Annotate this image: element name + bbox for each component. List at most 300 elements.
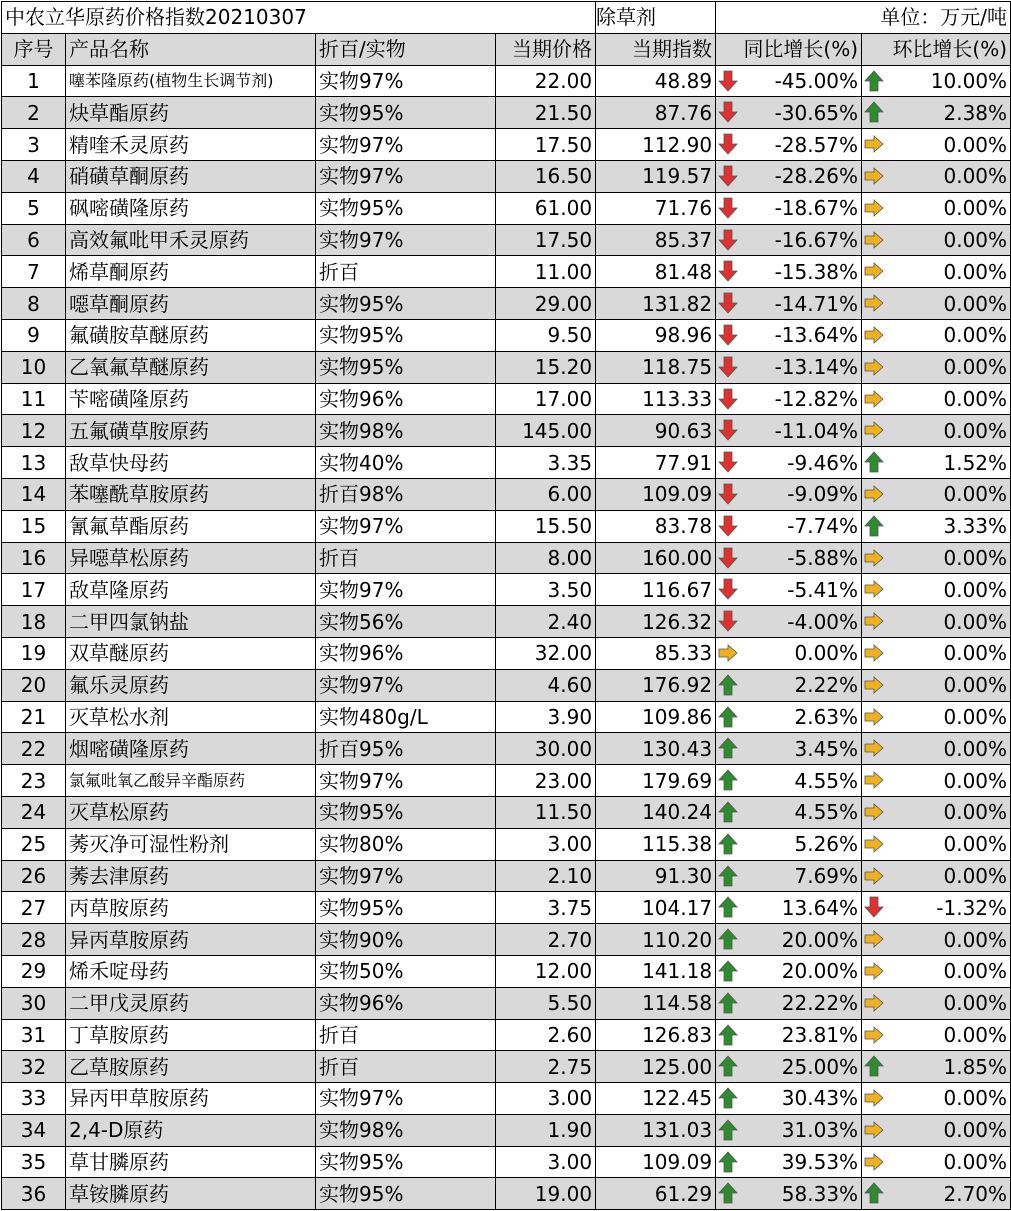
row-price: 17.00	[496, 383, 596, 415]
row-yoy-value: -4.00%	[787, 609, 859, 634]
row-mom-value: 0.00%	[943, 991, 1008, 1016]
row-no: 31	[2, 1019, 66, 1051]
row-yoy	[716, 1178, 862, 1210]
row-spec: 折百	[316, 1019, 496, 1051]
row-index: 90.63	[596, 415, 716, 447]
row-index: 115.38	[596, 828, 716, 860]
row-yoy-value: 31.03%	[781, 1118, 859, 1143]
row-yoy	[716, 351, 862, 383]
row-product-name: 砜嘧磺隆原药	[66, 192, 316, 224]
row-price: 5.50	[496, 987, 596, 1019]
row-mom	[862, 860, 1011, 892]
row-mom-value: 0.00%	[943, 418, 1008, 443]
table-row	[2, 606, 1011, 638]
row-index: 110.20	[596, 924, 716, 956]
row-spec: 实物96%	[316, 637, 496, 669]
row-product-name: 烟嘧磺隆原药	[66, 733, 316, 765]
row-spec: 实物95%	[316, 288, 496, 320]
row-mom-value: 0.00%	[943, 863, 1008, 888]
row-yoy-value: -13.14%	[774, 355, 859, 380]
row-no: 26	[2, 860, 66, 892]
row-spec: 实物97%	[316, 1083, 496, 1115]
row-yoy	[716, 383, 862, 415]
row-yoy-value: 3.45%	[794, 736, 859, 761]
row-yoy-value: 25.00%	[781, 1054, 859, 1079]
row-mom-value: 0.00%	[943, 323, 1008, 348]
row-mom-value: 0.00%	[943, 196, 1008, 221]
header-row	[2, 33, 1011, 65]
row-product-name: 烯草酮原药	[66, 256, 316, 288]
table-row	[2, 319, 1011, 351]
row-mom-value: 0.00%	[943, 577, 1008, 602]
row-mom-value: 0.00%	[943, 927, 1008, 952]
row-index: 77.91	[596, 447, 716, 479]
row-price: 19.00	[496, 1178, 596, 1210]
table-row	[2, 160, 1011, 192]
row-yoy	[716, 733, 862, 765]
row-product-name: 敌草隆原药	[66, 574, 316, 606]
row-price: 3.35	[496, 447, 596, 479]
row-mom-value: 0.00%	[943, 259, 1008, 284]
row-yoy-value: -9.46%	[787, 450, 859, 475]
row-yoy-value: -28.57%	[774, 132, 859, 157]
row-yoy	[716, 637, 862, 669]
row-spec: 实物97%	[316, 160, 496, 192]
table-row	[2, 478, 1011, 510]
row-spec: 实物97%	[316, 765, 496, 797]
row-price: 32.00	[496, 637, 596, 669]
row-no: 33	[2, 1083, 66, 1115]
row-mom	[862, 415, 1011, 447]
row-spec: 实物95%	[316, 1178, 496, 1210]
table-row	[2, 733, 1011, 765]
row-index: 126.83	[596, 1019, 716, 1051]
row-mom-value: 0.00%	[943, 1118, 1008, 1143]
table-row	[2, 955, 1011, 987]
row-product-name: 噻苯隆原药(植物生长调节剂)	[66, 65, 316, 97]
table-row	[2, 1051, 1011, 1083]
row-mom-value: 0.00%	[943, 164, 1008, 189]
row-mom-value: 0.00%	[943, 832, 1008, 857]
row-no: 10	[2, 351, 66, 383]
row-price: 3.00	[496, 1146, 596, 1178]
row-yoy	[716, 1083, 862, 1115]
row-spec: 实物480g/L	[316, 701, 496, 733]
row-mom-value: 0.00%	[943, 736, 1008, 761]
row-mom	[862, 256, 1011, 288]
row-product-name: 噁草酮原药	[66, 288, 316, 320]
header-no: 序号	[2, 33, 66, 65]
row-mom	[862, 924, 1011, 956]
row-mom	[862, 1083, 1011, 1115]
row-mom-value: 0.00%	[943, 673, 1008, 698]
row-spec: 实物97%	[316, 224, 496, 256]
row-index: 179.69	[596, 765, 716, 797]
row-product-name: 灭草松原药	[66, 796, 316, 828]
row-price: 3.90	[496, 701, 596, 733]
row-price: 15.20	[496, 351, 596, 383]
row-no: 14	[2, 478, 66, 510]
row-yoy-value: 2.22%	[794, 673, 859, 698]
table-row	[2, 383, 1011, 415]
row-price: 30.00	[496, 733, 596, 765]
row-product-name: 丁草胺原药	[66, 1019, 316, 1051]
row-mom	[862, 478, 1011, 510]
table-row	[2, 1083, 1011, 1115]
row-product-name: 二甲戊灵原药	[66, 987, 316, 1019]
row-index: 160.00	[596, 542, 716, 574]
row-mom-value: 0.00%	[943, 132, 1008, 157]
row-mom	[862, 701, 1011, 733]
row-product-name: 莠去津原药	[66, 860, 316, 892]
row-price: 23.00	[496, 765, 596, 797]
row-product-name: 氟乐灵原药	[66, 669, 316, 701]
header-mom: 环比增长(%)	[862, 33, 1011, 65]
row-mom	[862, 542, 1011, 574]
row-index: 131.82	[596, 288, 716, 320]
row-mom-value: 10.00%	[930, 68, 1008, 93]
row-yoy	[716, 447, 862, 479]
row-mom	[862, 192, 1011, 224]
row-price: 12.00	[496, 955, 596, 987]
row-yoy-value: -15.38%	[774, 259, 859, 284]
row-mom	[862, 1178, 1011, 1210]
row-mom	[862, 129, 1011, 161]
table-row	[2, 701, 1011, 733]
row-yoy	[716, 415, 862, 447]
table-row	[2, 924, 1011, 956]
row-mom-value: 0.00%	[943, 545, 1008, 570]
table-row	[2, 892, 1011, 924]
row-mom	[862, 1114, 1011, 1146]
row-yoy-value: -14.71%	[774, 291, 859, 316]
row-yoy-value: -16.67%	[774, 227, 859, 252]
row-product-name: 莠灭净可湿性粉剂	[66, 828, 316, 860]
unit-label: 单位：万元/吨	[716, 2, 1011, 34]
row-index: 81.48	[596, 256, 716, 288]
row-yoy-value: -30.65%	[774, 100, 859, 125]
table-row	[2, 669, 1011, 701]
table-row	[2, 637, 1011, 669]
row-mom	[862, 319, 1011, 351]
row-mom	[862, 606, 1011, 638]
row-mom-value: 0.00%	[943, 227, 1008, 252]
row-no: 34	[2, 1114, 66, 1146]
row-product-name: 高效氟吡甲禾灵原药	[66, 224, 316, 256]
header-spec: 折百/实物	[316, 33, 496, 65]
row-price: 3.00	[496, 828, 596, 860]
row-yoy	[716, 542, 862, 574]
row-spec: 实物56%	[316, 606, 496, 638]
row-spec: 实物97%	[316, 669, 496, 701]
row-yoy-value: -12.82%	[774, 386, 859, 411]
row-no: 18	[2, 606, 66, 638]
row-index: 119.57	[596, 160, 716, 192]
row-yoy	[716, 256, 862, 288]
row-mom	[862, 1051, 1011, 1083]
row-mom	[862, 892, 1011, 924]
row-yoy-value: -5.88%	[787, 545, 859, 570]
price-index-table	[1, 1, 1011, 1210]
row-mom	[862, 97, 1011, 129]
row-price: 22.00	[496, 65, 596, 97]
row-mom	[862, 574, 1011, 606]
row-mom-value: 0.00%	[943, 386, 1008, 411]
row-no: 12	[2, 415, 66, 447]
row-product-name: 双草醚原药	[66, 637, 316, 669]
row-spec: 实物98%	[316, 1114, 496, 1146]
row-price: 15.50	[496, 510, 596, 542]
row-product-name: 灭草松水剂	[66, 701, 316, 733]
row-product-name: 苯噻酰草胺原药	[66, 478, 316, 510]
row-yoy	[716, 478, 862, 510]
row-spec: 实物40%	[316, 447, 496, 479]
row-no: 24	[2, 796, 66, 828]
row-no: 19	[2, 637, 66, 669]
row-yoy	[716, 65, 862, 97]
row-index: 109.09	[596, 478, 716, 510]
row-mom	[862, 1146, 1011, 1178]
row-index: 118.75	[596, 351, 716, 383]
row-product-name: 丙草胺原药	[66, 892, 316, 924]
row-price: 16.50	[496, 160, 596, 192]
header-index: 当期指数	[596, 33, 716, 65]
row-index: 176.92	[596, 669, 716, 701]
row-product-name: 异丙草胺原药	[66, 924, 316, 956]
row-yoy-value: 7.69%	[794, 863, 859, 888]
row-yoy-value: 4.55%	[794, 768, 859, 793]
table-row	[2, 542, 1011, 574]
row-index: 71.76	[596, 192, 716, 224]
row-index: 104.17	[596, 892, 716, 924]
row-yoy	[716, 1146, 862, 1178]
row-no: 8	[2, 288, 66, 320]
row-index: 125.00	[596, 1051, 716, 1083]
row-price: 6.00	[496, 478, 596, 510]
row-spec: 实物95%	[316, 192, 496, 224]
row-yoy-value: -11.04%	[774, 418, 859, 443]
row-mom-value: 0.00%	[943, 609, 1008, 634]
table-row	[2, 192, 1011, 224]
row-index: 122.45	[596, 1083, 716, 1115]
row-no: 4	[2, 160, 66, 192]
row-yoy	[716, 510, 862, 542]
row-product-name: 氰氟草酯原药	[66, 510, 316, 542]
row-product-name: 草甘膦原药	[66, 1146, 316, 1178]
row-no: 17	[2, 574, 66, 606]
row-price: 17.50	[496, 129, 596, 161]
row-index: 48.89	[596, 65, 716, 97]
row-price: 145.00	[496, 415, 596, 447]
row-no: 30	[2, 987, 66, 1019]
row-spec: 折百	[316, 256, 496, 288]
header-yoy: 同比增长(%)	[716, 33, 862, 65]
row-no: 20	[2, 669, 66, 701]
row-yoy-value: 13.64%	[781, 895, 859, 920]
row-yoy	[716, 1114, 862, 1146]
row-no: 25	[2, 828, 66, 860]
row-yoy	[716, 288, 862, 320]
row-mom	[862, 955, 1011, 987]
table-row	[2, 860, 1011, 892]
row-price: 11.50	[496, 796, 596, 828]
row-no: 13	[2, 447, 66, 479]
row-spec: 实物95%	[316, 319, 496, 351]
row-mom-value: 0.00%	[943, 768, 1008, 793]
table-row	[2, 987, 1011, 1019]
row-yoy-value: 0.00%	[794, 641, 859, 666]
row-yoy-value: -28.26%	[774, 164, 859, 189]
row-price: 4.60	[496, 669, 596, 701]
row-spec: 实物95%	[316, 1146, 496, 1178]
row-yoy-value: 30.43%	[781, 1086, 859, 1111]
row-yoy	[716, 192, 862, 224]
row-product-name: 炔草酯原药	[66, 97, 316, 129]
row-no: 21	[2, 701, 66, 733]
row-index: 61.29	[596, 1178, 716, 1210]
row-index: 98.96	[596, 319, 716, 351]
row-yoy	[716, 701, 862, 733]
title-row	[2, 2, 1011, 34]
row-yoy	[716, 924, 862, 956]
table-row	[2, 1178, 1011, 1210]
row-spec: 实物96%	[316, 383, 496, 415]
table-row	[2, 1019, 1011, 1051]
row-yoy-value: 4.55%	[794, 800, 859, 825]
row-index: 109.86	[596, 701, 716, 733]
row-yoy	[716, 987, 862, 1019]
row-mom	[862, 796, 1011, 828]
row-yoy-value: 5.26%	[794, 832, 859, 857]
row-no: 7	[2, 256, 66, 288]
row-spec: 实物95%	[316, 892, 496, 924]
row-spec: 实物80%	[316, 828, 496, 860]
row-yoy-value: 20.00%	[781, 959, 859, 984]
row-index: 131.03	[596, 1114, 716, 1146]
row-index: 130.43	[596, 733, 716, 765]
row-spec: 折百95%	[316, 733, 496, 765]
row-no: 2	[2, 97, 66, 129]
table-row	[2, 1146, 1011, 1178]
table-row	[2, 415, 1011, 447]
row-product-name: 异丙甲草胺原药	[66, 1083, 316, 1115]
row-yoy	[716, 955, 862, 987]
row-mom	[862, 765, 1011, 797]
row-product-name: 乙氧氟草醚原药	[66, 351, 316, 383]
row-mom	[862, 160, 1011, 192]
row-mom-value: 0.00%	[943, 641, 1008, 666]
row-price: 17.50	[496, 224, 596, 256]
row-spec: 实物95%	[316, 351, 496, 383]
row-yoy	[716, 160, 862, 192]
row-price: 21.50	[496, 97, 596, 129]
row-yoy	[716, 669, 862, 701]
row-price: 2.40	[496, 606, 596, 638]
row-price: 11.00	[496, 256, 596, 288]
row-mom-value: 3.33%	[943, 514, 1008, 539]
table-row	[2, 510, 1011, 542]
row-yoy	[716, 129, 862, 161]
row-yoy	[716, 1051, 862, 1083]
row-price: 2.10	[496, 860, 596, 892]
row-spec: 实物95%	[316, 97, 496, 129]
row-mom-value: 0.00%	[943, 1022, 1008, 1047]
row-price: 2.60	[496, 1019, 596, 1051]
row-mom	[862, 224, 1011, 256]
table-row	[2, 256, 1011, 288]
row-spec: 实物95%	[316, 796, 496, 828]
row-price: 3.50	[496, 574, 596, 606]
row-yoy-value: 58.33%	[781, 1181, 859, 1206]
row-price: 29.00	[496, 288, 596, 320]
row-product-name: 烯禾啶母药	[66, 955, 316, 987]
row-spec: 折百98%	[316, 478, 496, 510]
row-no: 35	[2, 1146, 66, 1178]
row-no: 5	[2, 192, 66, 224]
row-mom-value: 2.70%	[943, 1181, 1008, 1206]
row-spec: 实物97%	[316, 860, 496, 892]
row-product-name: 苄嘧磺隆原药	[66, 383, 316, 415]
row-no: 11	[2, 383, 66, 415]
row-product-name: 异噁草松原药	[66, 542, 316, 574]
row-no: 16	[2, 542, 66, 574]
row-yoy-value: 20.00%	[781, 927, 859, 952]
row-product-name: 硝磺草酮原药	[66, 160, 316, 192]
row-mom-value: 0.00%	[943, 959, 1008, 984]
row-no: 23	[2, 765, 66, 797]
row-mom	[862, 510, 1011, 542]
table-row	[2, 574, 1011, 606]
row-spec: 实物50%	[316, 955, 496, 987]
row-price: 61.00	[496, 192, 596, 224]
row-no: 15	[2, 510, 66, 542]
row-price: 1.90	[496, 1114, 596, 1146]
row-index: 140.24	[596, 796, 716, 828]
row-index: 83.78	[596, 510, 716, 542]
row-yoy	[716, 860, 862, 892]
row-product-name: 二甲四氯钠盐	[66, 606, 316, 638]
row-product-name: 乙草胺原药	[66, 1051, 316, 1083]
row-no: 32	[2, 1051, 66, 1083]
row-yoy	[716, 892, 862, 924]
table-row	[2, 447, 1011, 479]
row-index: 113.33	[596, 383, 716, 415]
row-mom-value: 0.00%	[943, 1086, 1008, 1111]
row-yoy	[716, 1019, 862, 1051]
row-spec: 实物90%	[316, 924, 496, 956]
row-product-name: 草铵膦原药	[66, 1178, 316, 1210]
row-spec: 实物97%	[316, 65, 496, 97]
row-mom-value: 0.00%	[943, 291, 1008, 316]
table-row	[2, 1114, 1011, 1146]
row-mom-value: 0.00%	[943, 1150, 1008, 1175]
row-index: 112.90	[596, 129, 716, 161]
row-mom	[862, 288, 1011, 320]
row-yoy-value: 2.63%	[794, 704, 859, 729]
row-mom	[862, 637, 1011, 669]
row-price: 2.75	[496, 1051, 596, 1083]
row-no: 6	[2, 224, 66, 256]
table-row	[2, 288, 1011, 320]
row-mom-value: -1.32%	[936, 895, 1008, 920]
row-yoy-value: -9.09%	[787, 482, 859, 507]
row-yoy	[716, 765, 862, 797]
row-mom-value: 0.00%	[943, 800, 1008, 825]
row-mom	[862, 669, 1011, 701]
row-no: 1	[2, 65, 66, 97]
row-mom	[862, 828, 1011, 860]
row-yoy-value: 39.53%	[781, 1150, 859, 1175]
